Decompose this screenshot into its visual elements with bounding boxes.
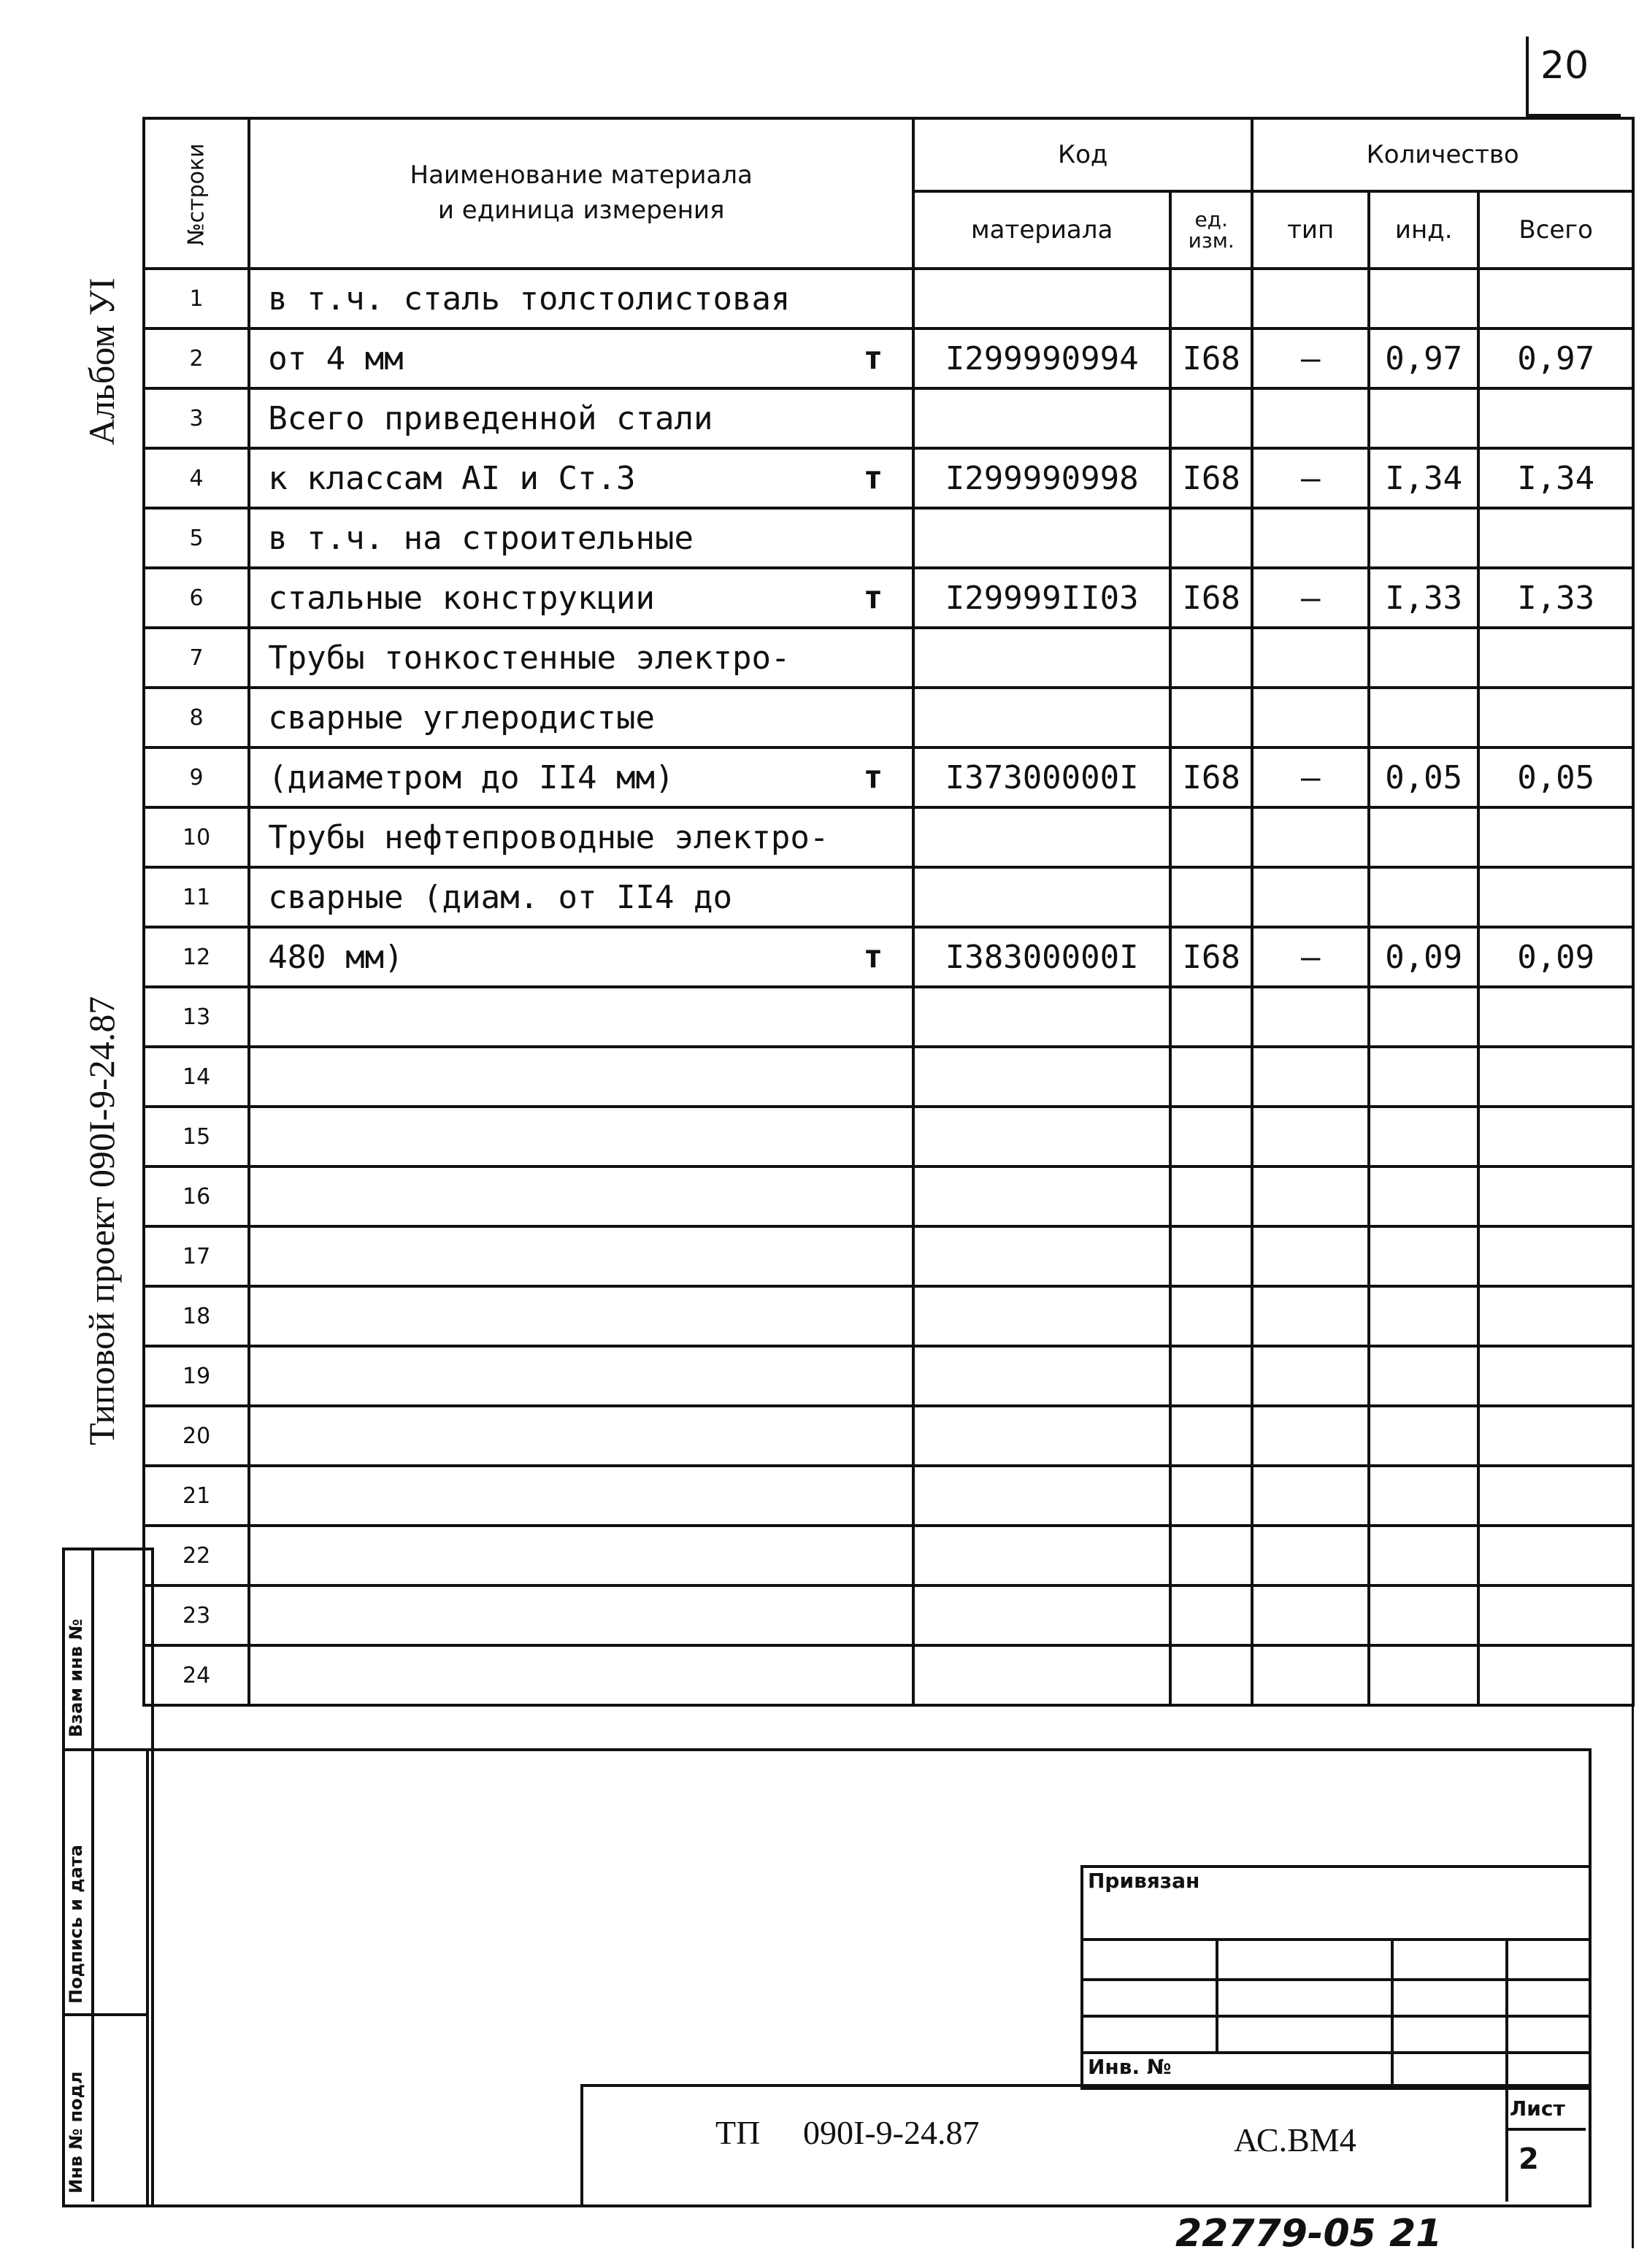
table-row <box>144 1166 1633 1226</box>
quantity-type <box>1252 1645 1369 1705</box>
table-row <box>144 688 1633 747</box>
quantity-ind <box>1369 1047 1478 1107</box>
material-spec-table <box>142 117 1635 1707</box>
quantity-type-text: – <box>1300 339 1321 377</box>
row-number-text: 4 <box>189 465 204 491</box>
quantity-ind <box>1369 1585 1478 1645</box>
inv-no-label: Инв. № <box>1088 2055 1172 2079</box>
table-row <box>144 1406 1633 1466</box>
left-stamp-divider-2 <box>62 2013 148 2016</box>
material-code-text: I38300000I <box>945 938 1139 976</box>
quantity-ind <box>1369 867 1478 927</box>
quantity-total <box>1478 1226 1633 1286</box>
unit-code-text: I68 <box>1182 339 1240 377</box>
material-code <box>913 448 1170 508</box>
unit-code <box>1170 269 1252 328</box>
row-number-text: 12 <box>183 944 211 970</box>
material-name-text: Всего приведенной стали <box>268 399 713 437</box>
quantity-total <box>1478 568 1633 628</box>
material-code <box>913 688 1170 747</box>
row-number <box>144 688 249 747</box>
row-number-text: 15 <box>183 1123 211 1150</box>
unit-code <box>1170 1226 1252 1286</box>
row-number <box>144 1107 249 1166</box>
row-number <box>144 1346 249 1406</box>
privyazan-vline-2 <box>1391 1938 1394 2084</box>
material-code <box>913 508 1170 568</box>
unit-code <box>1170 688 1252 747</box>
doc-code: 090I-9-24.87 <box>803 2114 980 2151</box>
quantity-ind <box>1369 747 1478 807</box>
quantity-ind <box>1369 807 1478 867</box>
quantity-ind <box>1369 568 1478 628</box>
unit-text: т <box>863 459 883 497</box>
quantity-total-text: I,33 <box>1517 579 1595 617</box>
quantity-type <box>1252 1226 1369 1286</box>
row-number-text: 7 <box>189 645 204 671</box>
row-number <box>144 269 249 328</box>
material-name <box>249 1346 913 1406</box>
material-name-text: (диаметром до II4 мм) <box>268 758 675 796</box>
material-code <box>913 927 1170 987</box>
quantity-total <box>1478 1047 1633 1107</box>
table-row <box>144 1466 1633 1526</box>
row-number-text: 14 <box>183 1064 211 1090</box>
material-code <box>913 1585 1170 1645</box>
quantity-type <box>1252 508 1369 568</box>
row-number <box>144 1406 249 1466</box>
row-number <box>144 448 249 508</box>
quantity-ind <box>1369 1166 1478 1226</box>
table-row <box>144 1286 1633 1346</box>
quantity-total <box>1478 328 1633 388</box>
unit-code-text: I68 <box>1182 579 1240 617</box>
privyazan-line-1 <box>1080 1938 1589 1941</box>
row-number-text: 5 <box>189 525 204 551</box>
material-code <box>913 1346 1170 1406</box>
material-code <box>913 1047 1170 1107</box>
material-code-text: I29999II03 <box>945 579 1139 617</box>
row-number-text: 13 <box>183 1004 211 1030</box>
quantity-total <box>1478 1585 1633 1645</box>
quantity-type <box>1252 927 1369 987</box>
quantity-ind <box>1369 448 1478 508</box>
header-q-total: Всего <box>1478 191 1633 269</box>
row-number <box>144 807 249 867</box>
quantity-total <box>1478 388 1633 448</box>
quantity-ind-text: I,34 <box>1385 459 1463 497</box>
quantity-total <box>1478 1645 1633 1705</box>
unit-code <box>1170 328 1252 388</box>
table-row <box>144 388 1633 448</box>
material-code <box>913 1226 1170 1286</box>
quantity-ind <box>1369 1346 1478 1406</box>
project-label: Типовой проект 090I-9-24.87 <box>81 996 122 1445</box>
album-label: Альбом УI <box>81 277 122 445</box>
doc-code-prefix: ТП <box>715 2114 761 2151</box>
quantity-type <box>1252 1047 1369 1107</box>
row-number-text: 10 <box>183 824 211 850</box>
quantity-ind-text: 0,09 <box>1385 938 1463 976</box>
row-number <box>144 927 249 987</box>
handwritten-archive-number: 22779-05 21 <box>1175 2212 1443 2256</box>
quantity-total <box>1478 987 1633 1047</box>
quantity-type-text: – <box>1300 579 1321 617</box>
unit-code <box>1170 1585 1252 1645</box>
row-number-text: 9 <box>189 764 204 791</box>
quantity-ind <box>1369 1406 1478 1466</box>
quantity-type <box>1252 328 1369 388</box>
row-number-text: 16 <box>183 1183 211 1210</box>
right-margin-line <box>1632 1518 1634 2248</box>
unit-code <box>1170 568 1252 628</box>
material-code <box>913 867 1170 927</box>
row-number-text: 2 <box>189 345 204 372</box>
material-name <box>249 987 913 1047</box>
material-name <box>249 269 913 328</box>
quantity-type <box>1252 1166 1369 1226</box>
row-number <box>144 1526 249 1585</box>
quantity-type <box>1252 269 1369 328</box>
privyazan-line-4 <box>1080 2051 1589 2054</box>
quantity-type <box>1252 628 1369 688</box>
stamp-inv-podl: Инв № подл <box>66 2071 86 2194</box>
table-row <box>144 1585 1633 1645</box>
stamp-signature-date: Подпись и дата <box>66 1845 86 2004</box>
row-number-text: 21 <box>183 1483 211 1509</box>
quantity-type <box>1252 987 1369 1047</box>
table-row <box>144 1047 1633 1107</box>
material-name <box>249 448 913 508</box>
table-row <box>144 1526 1633 1585</box>
table-row <box>144 1107 1633 1166</box>
quantity-type <box>1252 448 1369 508</box>
material-name <box>249 388 913 448</box>
quantity-type <box>1252 1466 1369 1526</box>
row-number <box>144 388 249 448</box>
row-number <box>144 1585 249 1645</box>
quantity-total <box>1478 1286 1633 1346</box>
quantity-total <box>1478 628 1633 688</box>
quantity-total <box>1478 688 1633 747</box>
header-q-type: тип <box>1252 191 1369 269</box>
material-code-text: I299990994 <box>945 339 1139 377</box>
unit-code <box>1170 508 1252 568</box>
material-name-text: стальные конструкции <box>268 579 655 617</box>
quantity-type <box>1252 867 1369 927</box>
row-number-text: 3 <box>189 405 204 431</box>
privyazan-vline-1 <box>1216 1938 1218 2051</box>
quantity-ind <box>1369 328 1478 388</box>
quantity-type <box>1252 807 1369 867</box>
material-code <box>913 328 1170 388</box>
quantity-type <box>1252 1585 1369 1645</box>
row-number <box>144 867 249 927</box>
material-name-text: в т.ч. сталь толстолистовая <box>268 280 791 318</box>
row-number-text: 23 <box>183 1602 211 1629</box>
material-code <box>913 388 1170 448</box>
quantity-ind-text: 0,05 <box>1385 758 1463 796</box>
privyazan-vline-3 <box>1505 1938 1508 2084</box>
material-code <box>913 987 1170 1047</box>
table-row <box>144 328 1633 388</box>
material-name-text: Трубы нефтепроводные электро- <box>268 818 829 856</box>
table-row <box>144 1226 1633 1286</box>
unit-code <box>1170 1166 1252 1226</box>
table-row <box>144 807 1633 867</box>
unit-text: т <box>863 938 883 976</box>
quantity-type <box>1252 388 1369 448</box>
unit-code <box>1170 1047 1252 1107</box>
header-code-unit: ед. изм. <box>1170 191 1252 269</box>
row-number <box>144 1286 249 1346</box>
material-code <box>913 807 1170 867</box>
quantity-type <box>1252 1406 1369 1466</box>
material-code-text: I299990998 <box>945 459 1139 497</box>
table-row <box>144 867 1633 927</box>
unit-text: т <box>863 758 883 796</box>
unit-code <box>1170 628 1252 688</box>
quantity-total <box>1478 1107 1633 1166</box>
quantity-ind <box>1369 927 1478 987</box>
page-number: 20 <box>1540 44 1589 88</box>
quantity-ind <box>1369 1226 1478 1286</box>
quantity-total <box>1478 448 1633 508</box>
unit-code <box>1170 1346 1252 1406</box>
material-name <box>249 1645 913 1705</box>
quantity-ind <box>1369 508 1478 568</box>
title-block-sheet-hline <box>1505 2128 1586 2131</box>
quantity-total-text: I,34 <box>1517 459 1595 497</box>
quantity-type <box>1252 688 1369 747</box>
quantity-ind-text: 0,97 <box>1385 339 1463 377</box>
row-number-text: 19 <box>183 1363 211 1389</box>
quantity-type <box>1252 1286 1369 1346</box>
quantity-ind <box>1369 269 1478 328</box>
unit-code <box>1170 747 1252 807</box>
unit-code <box>1170 1466 1252 1526</box>
header-row-no: №строки <box>144 118 249 269</box>
quantity-type <box>1252 1346 1369 1406</box>
material-code <box>913 1645 1170 1705</box>
material-name <box>249 927 913 987</box>
left-stamp-divider-1 <box>62 1748 148 1751</box>
quantity-ind <box>1369 1466 1478 1526</box>
quantity-total <box>1478 1346 1633 1406</box>
row-number <box>144 1645 249 1705</box>
table-row <box>144 269 1633 328</box>
table-row <box>144 568 1633 628</box>
page-number-divider-vertical <box>1526 36 1529 117</box>
material-code <box>913 1466 1170 1526</box>
row-number <box>144 747 249 807</box>
quantity-total <box>1478 927 1633 987</box>
table-row <box>144 508 1633 568</box>
quantity-ind <box>1369 1645 1478 1705</box>
material-name <box>249 1585 913 1645</box>
unit-code-text: I68 <box>1182 758 1240 796</box>
table-row <box>144 987 1633 1047</box>
unit-code <box>1170 987 1252 1047</box>
unit-code <box>1170 448 1252 508</box>
material-code-text: I37300000I <box>945 758 1139 796</box>
material-name-text: 480 мм) <box>268 938 404 976</box>
material-code <box>913 568 1170 628</box>
row-number <box>144 1226 249 1286</box>
quantity-ind <box>1369 388 1478 448</box>
material-code <box>913 1286 1170 1346</box>
header-quantity: Количество <box>1252 118 1633 191</box>
unit-code <box>1170 1286 1252 1346</box>
quantity-total <box>1478 1166 1633 1226</box>
material-code <box>913 1107 1170 1166</box>
row-number-text: 11 <box>183 884 211 910</box>
table-row <box>144 628 1633 688</box>
material-name <box>249 1226 913 1286</box>
material-name <box>249 508 913 568</box>
quantity-ind <box>1369 1107 1478 1166</box>
unit-code <box>1170 1406 1252 1466</box>
material-code <box>913 1166 1170 1226</box>
quantity-ind <box>1369 628 1478 688</box>
material-name <box>249 628 913 688</box>
material-name <box>249 688 913 747</box>
material-name-text: к классам АI и Ст.3 <box>268 459 636 497</box>
row-number-text: 8 <box>189 704 204 731</box>
material-name-text: сварные (диам. от II4 до <box>268 878 732 916</box>
quantity-total-text: 0,05 <box>1517 758 1595 796</box>
unit-code <box>1170 388 1252 448</box>
quantity-total <box>1478 1406 1633 1466</box>
row-number <box>144 1466 249 1526</box>
quantity-type <box>1252 747 1369 807</box>
quantity-total <box>1478 269 1633 328</box>
row-number <box>144 987 249 1047</box>
table-row <box>144 448 1633 508</box>
doc-mark: АС.ВМ4 <box>1234 2121 1356 2159</box>
material-code <box>913 747 1170 807</box>
quantity-total <box>1478 1466 1633 1526</box>
row-number <box>144 1166 249 1226</box>
row-number-text: 6 <box>189 585 204 611</box>
quantity-ind <box>1369 1286 1478 1346</box>
table-row <box>144 1346 1633 1406</box>
material-name-text: в т.ч. на строительные <box>268 519 694 557</box>
table-row <box>144 927 1633 987</box>
quantity-type <box>1252 1107 1369 1166</box>
row-number-text: 22 <box>183 1542 211 1569</box>
material-name-text: Трубы тонкостенные электро- <box>268 639 791 677</box>
quantity-type <box>1252 568 1369 628</box>
material-name-text: от 4 мм <box>268 339 404 377</box>
quantity-total <box>1478 867 1633 927</box>
quantity-type-text: – <box>1300 758 1321 796</box>
quantity-total-text: 0,09 <box>1517 938 1595 976</box>
material-name <box>249 747 913 807</box>
header-q-ind: инд. <box>1369 191 1478 269</box>
quantity-total-text: 0,97 <box>1517 339 1595 377</box>
quantity-ind-text: I,33 <box>1385 579 1463 617</box>
material-name <box>249 1406 913 1466</box>
material-name <box>249 1047 913 1107</box>
quantity-total <box>1478 508 1633 568</box>
sheet-label: Лист <box>1510 2096 1565 2121</box>
title-block-sheet-divider <box>1505 2084 1508 2202</box>
row-number <box>144 1047 249 1107</box>
material-code <box>913 628 1170 688</box>
row-number-text: 20 <box>183 1423 211 1449</box>
stamp-inv-vzam: Взам инв № <box>66 1618 86 1737</box>
sheet-value: 2 <box>1519 2142 1539 2176</box>
unit-code-text: I68 <box>1182 459 1240 497</box>
quantity-type-text: – <box>1300 459 1321 497</box>
quantity-total <box>1478 807 1633 867</box>
quantity-type <box>1252 1526 1369 1585</box>
quantity-total <box>1478 747 1633 807</box>
unit-text: т <box>863 339 883 377</box>
row-number-text: 17 <box>183 1243 211 1269</box>
row-number-text: 18 <box>183 1303 211 1329</box>
material-name <box>249 1286 913 1346</box>
quantity-total <box>1478 1526 1633 1585</box>
unit-text: т <box>863 579 883 617</box>
quantity-ind <box>1369 688 1478 747</box>
material-name <box>249 328 913 388</box>
material-name <box>249 568 913 628</box>
unit-code <box>1170 1645 1252 1705</box>
row-number-text: 24 <box>183 1662 211 1688</box>
header-name: Наименование материала и единица измерения <box>249 118 913 269</box>
unit-code <box>1170 807 1252 867</box>
material-code <box>913 1526 1170 1585</box>
row-number <box>144 508 249 568</box>
material-code <box>913 269 1170 328</box>
material-name <box>249 1466 913 1526</box>
material-name <box>249 867 913 927</box>
privyazan-line-3 <box>1080 2015 1589 2018</box>
header-code-material: материала <box>913 191 1170 269</box>
material-name <box>249 1107 913 1166</box>
quantity-type-text: – <box>1300 938 1321 976</box>
unit-code <box>1170 867 1252 927</box>
material-name <box>249 1166 913 1226</box>
quantity-ind <box>1369 1526 1478 1585</box>
quantity-ind <box>1369 987 1478 1047</box>
material-name <box>249 807 913 867</box>
unit-code <box>1170 927 1252 987</box>
row-number <box>144 328 249 388</box>
privyazan-line-2 <box>1080 1978 1589 1981</box>
header-code: Код <box>913 118 1252 191</box>
material-code <box>913 1406 1170 1466</box>
row-number-text: 1 <box>189 285 204 312</box>
privyazan-label: Привязан <box>1088 1869 1200 1893</box>
row-number <box>144 568 249 628</box>
table-row <box>144 747 1633 807</box>
unit-code-text: I68 <box>1182 938 1240 976</box>
left-stamp-inner-line <box>91 1548 94 2202</box>
row-number <box>144 628 249 688</box>
material-name-text: сварные углеродистые <box>268 699 655 737</box>
unit-code <box>1170 1107 1252 1166</box>
material-name <box>249 1526 913 1585</box>
unit-code <box>1170 1526 1252 1585</box>
table-row <box>144 1645 1633 1705</box>
